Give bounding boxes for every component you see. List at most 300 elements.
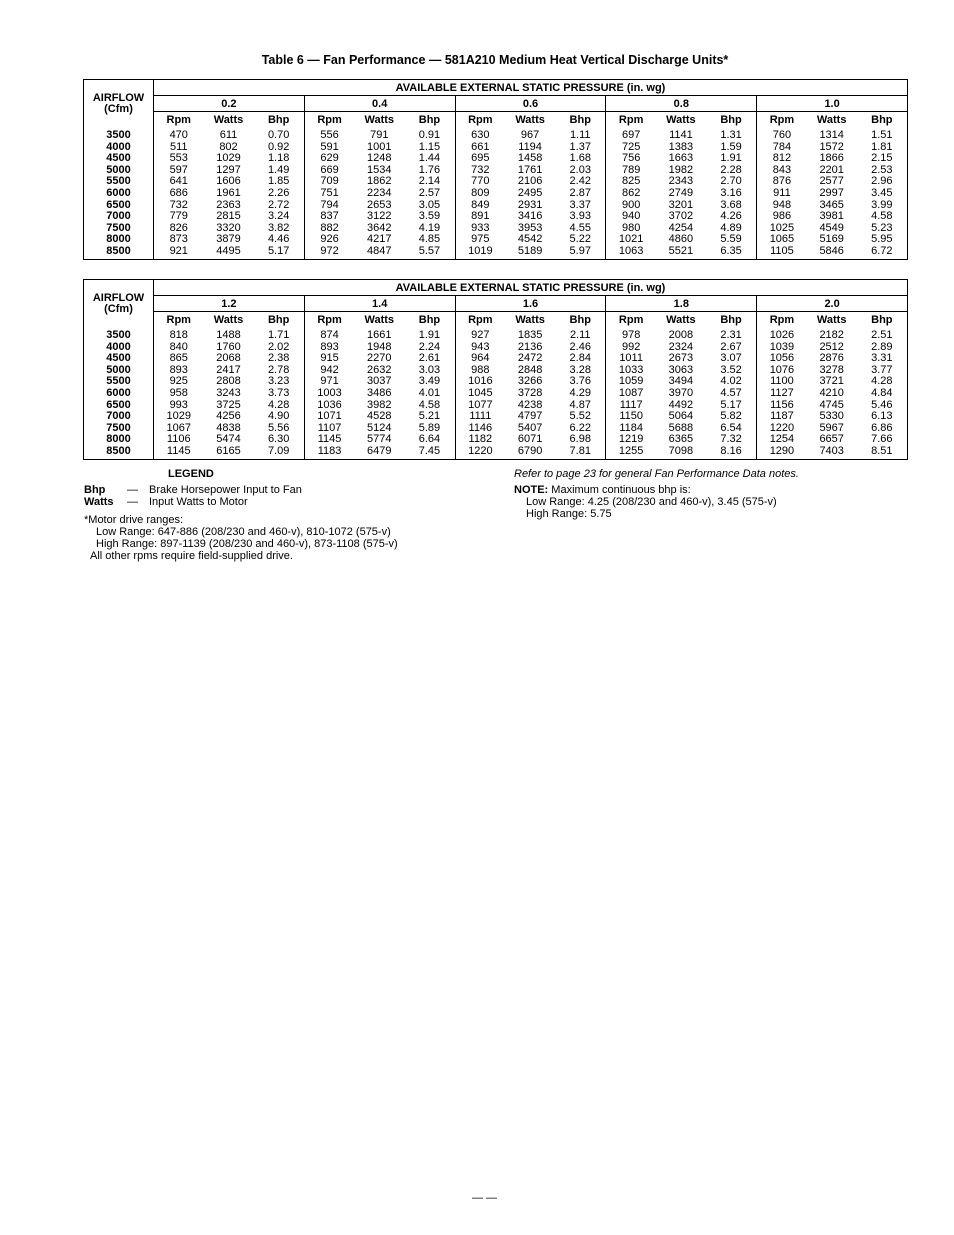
pressure-header: AVAILABLE EXTERNAL STATIC PRESSURE (in. wg): [395, 281, 666, 294]
watts-value: 1534: [367, 163, 392, 176]
airflow-value: 4000: [106, 340, 131, 353]
watts-value: 1835: [517, 329, 543, 341]
bhp-value: 2.84: [569, 352, 591, 365]
watts-value: 1141: [669, 129, 693, 141]
bhp-value: 2.31: [720, 329, 742, 341]
bhp-value: 4.19: [418, 221, 441, 234]
airflow-value: 5500: [106, 175, 131, 188]
bhp-value: 2.61: [418, 352, 441, 365]
pressure-value: 2.0: [757, 296, 908, 312]
column-header: Bhp: [555, 312, 606, 329]
watts-column: [204, 128, 254, 259]
bhp-value: 4.87: [569, 398, 591, 411]
watts-value: 5474: [216, 433, 241, 446]
bhp-value: 2.96: [871, 175, 893, 188]
airflow-value: 4500: [106, 152, 131, 165]
bhp-value: 3.37: [569, 198, 591, 211]
rpm-column: [455, 328, 505, 459]
watts-column: [354, 128, 404, 259]
rpm-value: 940: [621, 210, 641, 223]
bhp-value: 2.72: [267, 198, 290, 211]
watts-value: 1488: [216, 329, 241, 341]
rpm-value: 837: [320, 210, 339, 223]
bhp-value: 2.46: [569, 340, 591, 353]
rpm-value: 874: [320, 329, 339, 341]
bhp-value: 0.91: [418, 129, 441, 141]
column-header: Rpm: [455, 312, 505, 329]
watts-value: 5330: [819, 410, 844, 423]
airflow-header: [84, 80, 154, 129]
rpm-value: 876: [772, 175, 792, 188]
bhp-value: 1.91: [720, 152, 742, 165]
watts-value: 3721: [819, 375, 844, 388]
bhp-value: 7.45: [418, 444, 441, 457]
bhp-value: 6.22: [569, 421, 591, 434]
bhp-value: 3.49: [418, 375, 441, 388]
bhp-value: 1.85: [267, 175, 290, 188]
note-label: NOTE:: [514, 484, 549, 496]
motor-other-note: All other rpms require field-supplied drive.: [90, 550, 293, 562]
rpm-value: 925: [169, 375, 188, 388]
bhp-column: [857, 128, 908, 259]
watts-value: 2931: [517, 198, 543, 211]
rpm-value: 972: [320, 244, 339, 257]
bhp-column: [857, 328, 908, 459]
watts-value: 4217: [367, 233, 392, 246]
legend-item-bhp: [84, 484, 484, 496]
rpm-value: 849: [471, 198, 490, 211]
watts-value: 4847: [367, 244, 392, 257]
watts-value: 1248: [367, 152, 392, 165]
bhp-value: 1.37: [569, 140, 591, 153]
rpm-value: 1077: [468, 398, 493, 411]
bhp-value: 4.46: [267, 233, 290, 246]
rpm-value: 1145: [317, 433, 342, 446]
watts-value: 2182: [819, 329, 844, 341]
bhp-value: 5.57: [418, 244, 441, 257]
rpm-column: [606, 128, 656, 259]
column-header: Watts: [656, 112, 706, 129]
rpm-column: [154, 128, 204, 259]
watts-value: 3266: [517, 375, 543, 388]
column-header: Rpm: [304, 312, 354, 329]
watts-value: 2472: [517, 352, 543, 365]
rpm-value: 964: [471, 352, 490, 365]
column-header: Bhp: [857, 312, 908, 329]
watts-column: [807, 328, 857, 459]
column-header: Rpm: [606, 112, 656, 129]
bhp-value: 6.54: [720, 421, 742, 434]
watts-column: [354, 328, 404, 459]
column-header: Bhp: [254, 312, 305, 329]
note-text: Maximum continuous bhp is:: [551, 484, 691, 496]
airflow-value: 7500: [106, 421, 131, 434]
rpm-value: 1254: [769, 433, 795, 446]
pressure-value: 0.8: [606, 96, 757, 112]
column-header: Watts: [807, 312, 857, 329]
watts-column: [656, 328, 706, 459]
airflow-value: 6000: [106, 386, 131, 399]
column-header: Rpm: [304, 112, 354, 129]
rpm-value: 1220: [468, 444, 493, 457]
rpm-value: 697: [621, 129, 641, 141]
rpm-value: 1056: [769, 352, 795, 365]
rpm-value: 900: [621, 198, 641, 211]
rpm-value: 1111: [469, 410, 492, 423]
watts-value: 2848: [517, 363, 543, 376]
watts-value: 2577: [819, 175, 844, 188]
watts-value: 2632: [367, 363, 392, 376]
watts-value: 2673: [668, 352, 694, 365]
watts-value: 5064: [668, 410, 694, 423]
column-header: Rpm: [154, 312, 204, 329]
bhp-value: 5.21: [418, 410, 441, 423]
rpm-value: 921: [169, 244, 188, 257]
rpm-value: 988: [471, 363, 490, 376]
bhp-value: 6.86: [871, 421, 893, 434]
rpm-value: 840: [169, 340, 188, 353]
rpm-value: 1127: [770, 386, 794, 399]
bhp-value: 5.95: [871, 233, 893, 246]
bhp-value: 3.52: [720, 363, 742, 376]
rpm-value: 862: [621, 186, 641, 199]
watts-column: [505, 328, 555, 459]
watts-value: 2512: [819, 340, 844, 353]
bhp-value: 2.24: [418, 340, 441, 353]
pressure-value: 1.6: [455, 296, 606, 312]
rpm-value: 629: [320, 152, 339, 165]
rpm-value: 1150: [619, 410, 643, 423]
watts-value: 3982: [367, 398, 392, 411]
watts-value: 2495: [517, 186, 543, 199]
bhp-value: 4.85: [418, 233, 441, 246]
watts-value: 2136: [517, 340, 543, 353]
column-header: Rpm: [154, 112, 204, 129]
bhp-value: 1.11: [569, 129, 591, 141]
motor-notes-heading: *Motor drive ranges:: [84, 514, 184, 526]
pressure-value: 1.0: [757, 96, 908, 112]
rpm-value: 1039: [769, 340, 795, 353]
watts-value: 5846: [819, 244, 844, 257]
watts-value: 4542: [517, 233, 543, 246]
rpm-value: 825: [621, 175, 641, 188]
bhp-column: [254, 328, 305, 459]
bhp-value: 2.57: [418, 186, 441, 199]
bhp-value: 8.51: [871, 444, 893, 457]
bhp-value: 1.51: [871, 129, 893, 141]
airflow-value: 5000: [106, 163, 131, 176]
watts-value: 3725: [216, 398, 241, 411]
airflow-value: 7000: [106, 210, 131, 223]
rpm-value: 1076: [769, 363, 795, 376]
rpm-value: 1182: [468, 433, 493, 446]
watts-value: 5521: [668, 244, 694, 257]
rpm-column: [455, 128, 505, 259]
watts-value: 4254: [668, 221, 694, 234]
watts-value: 5169: [819, 233, 844, 246]
rpm-value: 779: [169, 210, 188, 223]
watts-value: 1866: [819, 152, 844, 165]
bhp-value: 1.91: [418, 329, 441, 341]
page-number: — —: [472, 1192, 498, 1204]
rpm-value: 1071: [317, 410, 342, 423]
rpm-value: 812: [772, 152, 792, 165]
watts-value: 1761: [517, 163, 543, 176]
watts-value: 1458: [517, 152, 543, 165]
watts-value: 6071: [517, 433, 543, 446]
rpm-value: 695: [471, 152, 490, 165]
motor-low-range: Low Range: 647-886 (208/230 and 460-v), 810-1072 (575-v): [96, 526, 391, 538]
watts-value: 2876: [819, 352, 844, 365]
legend-heading: LEGEND: [168, 468, 214, 480]
airflow-column: [84, 128, 154, 259]
watts-value: 4745: [819, 398, 844, 411]
watts-value: 1760: [216, 340, 241, 353]
bhp-value: 5.52: [569, 410, 591, 423]
bhp-value: 3.16: [720, 186, 742, 199]
rpm-value: 756: [621, 152, 641, 165]
watts-value: 1314: [819, 129, 844, 141]
watts-value: 1001: [367, 140, 392, 153]
watts-value: 3063: [668, 363, 694, 376]
rpm-value: 911: [773, 186, 791, 199]
watts-value: 1982: [668, 163, 694, 176]
rpm-value: 553: [169, 152, 188, 165]
rpm-value: 958: [169, 386, 188, 399]
column-header: Watts: [204, 112, 254, 129]
watts-value: 1383: [668, 140, 694, 153]
pressure-header: AVAILABLE EXTERNAL STATIC PRESSURE (in. wg): [395, 81, 666, 94]
watts-value: 2653: [367, 198, 392, 211]
bhp-value: 5.82: [720, 410, 742, 423]
watts-value: 5189: [517, 244, 543, 257]
watts-value: 6479: [367, 444, 392, 457]
watts-column: [204, 328, 254, 459]
watts-value: 2106: [517, 175, 543, 188]
bhp-value: 2.67: [720, 340, 742, 353]
watts-value: 4210: [819, 386, 844, 399]
rpm-value: 725: [621, 140, 641, 153]
watts-value: 2815: [216, 210, 241, 223]
watts-value: 611: [219, 129, 238, 141]
refer-note: Refer to page 23 for general Fan Performance Data notes.: [514, 468, 799, 480]
rpm-value: 1183: [317, 444, 342, 457]
bhp-value: 6.72: [871, 244, 893, 257]
bhp-value: 2.03: [569, 163, 591, 176]
bhp-value: 1.76: [418, 163, 441, 176]
watts-value: 2749: [668, 186, 694, 199]
watts-value: 3486: [367, 386, 392, 399]
watts-value: 2068: [216, 352, 241, 365]
bhp-value: 4.28: [267, 398, 290, 411]
rpm-value: 760: [772, 129, 792, 141]
bhp-column: [555, 328, 606, 459]
bhp-value: 6.64: [418, 433, 441, 446]
bhp-value: 5.46: [871, 398, 893, 411]
rpm-value: 1025: [769, 221, 795, 234]
column-header: Watts: [656, 312, 706, 329]
bhp-value: 2.51: [871, 329, 893, 341]
watts-value: 7403: [819, 444, 844, 457]
pressure-value: 0.6: [455, 96, 606, 112]
legend: [84, 468, 484, 562]
bhp-value: 2.14: [418, 175, 441, 188]
rpm-value: 1087: [618, 386, 644, 399]
watts-value: 791: [370, 129, 389, 141]
airflow-value: 7000: [106, 410, 131, 423]
pressure-value: 1.8: [606, 296, 757, 312]
watts-value: 802: [219, 140, 238, 153]
rpm-value: 794: [320, 198, 339, 211]
bhp-value: 7.66: [871, 433, 893, 446]
rpm-value: 1021: [618, 233, 644, 246]
rpm-column: [757, 128, 807, 259]
column-header: Bhp: [254, 112, 305, 129]
watts-value: 6165: [216, 444, 241, 457]
rpm-value: 809: [471, 186, 490, 199]
bhp-value: 3.05: [418, 198, 441, 211]
rpm-value: 1187: [770, 410, 794, 423]
rpm-value: 992: [621, 340, 641, 353]
pressure-value: 1.2: [154, 296, 305, 312]
bhp-value: 5.89: [418, 421, 441, 434]
bhp-value: 4.57: [720, 386, 742, 399]
legend-dash: —: [127, 484, 138, 496]
watts-value: 1862: [367, 175, 392, 188]
table-title: Table 6 — Fan Performance — 581A210 Medium Heat Vertical Discharge Units*: [261, 53, 729, 67]
rpm-value: 1290: [769, 444, 795, 457]
bhp-value: 5.59: [720, 233, 742, 246]
watts-value: 1663: [668, 152, 694, 165]
rpm-value: 943: [471, 340, 490, 353]
bhp-value: 1.49: [267, 163, 290, 176]
bhp-value: 2.28: [720, 163, 742, 176]
column-header: Rpm: [757, 112, 807, 129]
rpm-value: 1036: [317, 398, 342, 411]
watts-value: 5124: [367, 421, 392, 434]
watts-value: 5407: [517, 421, 543, 434]
bhp-value: 7.32: [720, 433, 742, 446]
bhp-column: [404, 128, 455, 259]
watts-value: 1948: [367, 340, 392, 353]
rpm-column: [757, 328, 807, 459]
column-header: Bhp: [404, 312, 455, 329]
watts-value: 3037: [367, 375, 392, 388]
bhp-value: 2.38: [267, 352, 290, 365]
bhp-value: 3.59: [418, 210, 441, 223]
rpm-value: 1220: [769, 421, 795, 434]
watts-value: 4797: [517, 410, 543, 423]
pressure-value: 1.4: [304, 296, 455, 312]
rpm-column: [154, 328, 204, 459]
rpm-value: 927: [471, 329, 490, 341]
bhp-value: 4.84: [871, 386, 893, 399]
rpm-value: 1067: [166, 421, 191, 434]
legend-dash: —: [127, 496, 138, 508]
bhp-value: 3.03: [418, 363, 441, 376]
bhp-value: 8.16: [720, 444, 742, 457]
watts-value: 3278: [819, 363, 844, 376]
airflow-value: 7500: [106, 221, 131, 234]
watts-value: 2008: [668, 329, 694, 341]
bhp-value: 3.73: [267, 386, 290, 399]
bhp-value: 2.89: [871, 340, 893, 353]
watts-value: 1194: [518, 140, 542, 153]
bhp-value: 3.07: [720, 352, 742, 365]
watts-value: 3416: [517, 210, 543, 223]
rpm-value: 1184: [619, 421, 643, 434]
bhp-value: 5.56: [267, 421, 290, 434]
watts-value: 4495: [216, 244, 241, 257]
watts-value: 3201: [668, 198, 694, 211]
airflow-value: 5500: [106, 375, 131, 388]
legend-abbr: Watts: [84, 496, 114, 508]
rpm-value: 971: [320, 375, 339, 388]
watts-value: 3465: [819, 198, 844, 211]
column-header: Bhp: [857, 112, 908, 129]
watts-value: 3879: [216, 233, 241, 246]
column-header: Bhp: [706, 312, 757, 329]
bhp-value: 6.30: [267, 433, 290, 446]
rpm-value: 818: [169, 329, 188, 341]
rpm-value: 784: [772, 140, 792, 153]
rpm-column: [304, 328, 354, 459]
bhp-value: 1.31: [720, 129, 742, 141]
watts-value: 2417: [216, 363, 241, 376]
column-header: Watts: [204, 312, 254, 329]
watts-value: 3981: [819, 210, 844, 223]
airflow-value: 3500: [106, 329, 131, 341]
bhp-value: 2.15: [871, 152, 893, 165]
column-header: Rpm: [757, 312, 807, 329]
watts-value: 3243: [216, 386, 241, 399]
rpm-value: 1117: [619, 398, 643, 411]
watts-column: [505, 128, 555, 259]
rpm-value: 709: [320, 175, 339, 188]
rpm-value: 1146: [468, 421, 493, 434]
watts-value: 3953: [517, 221, 543, 234]
rpm-value: 1255: [618, 444, 644, 457]
watts-value: 2201: [819, 163, 844, 176]
bhp-value: 4.02: [720, 375, 742, 388]
bhp-value: 0.92: [267, 140, 290, 153]
bhp-value: 2.11: [569, 329, 591, 341]
legend-desc: Brake Horsepower Input to Fan: [149, 484, 302, 496]
legend-abbr: Bhp: [84, 484, 106, 496]
airflow-value: 8500: [106, 244, 131, 257]
bhp-value: 4.55: [569, 221, 591, 234]
column-header: Watts: [807, 112, 857, 129]
watts-value: 1297: [216, 163, 241, 176]
general-notes: [514, 468, 914, 520]
rpm-value: 865: [169, 352, 188, 365]
airflow-label: AIRFLOW: [92, 92, 145, 104]
rpm-value: 1219: [618, 433, 644, 446]
rpm-value: 1100: [770, 375, 794, 388]
bhp-column: [555, 128, 606, 259]
rpm-value: 993: [169, 398, 188, 411]
bhp-value: 0.70: [267, 129, 290, 141]
bhp-value: 4.26: [720, 210, 742, 223]
legend-item-watts: [84, 496, 484, 508]
bhp-value: 7.09: [267, 444, 290, 457]
rpm-value: 882: [320, 221, 339, 234]
watts-value: 4860: [668, 233, 694, 246]
watts-value: 2363: [216, 198, 241, 211]
bhp-value: 1.59: [720, 140, 742, 153]
rpm-value: 630: [471, 129, 490, 141]
bhp-value: 6.13: [871, 410, 893, 423]
